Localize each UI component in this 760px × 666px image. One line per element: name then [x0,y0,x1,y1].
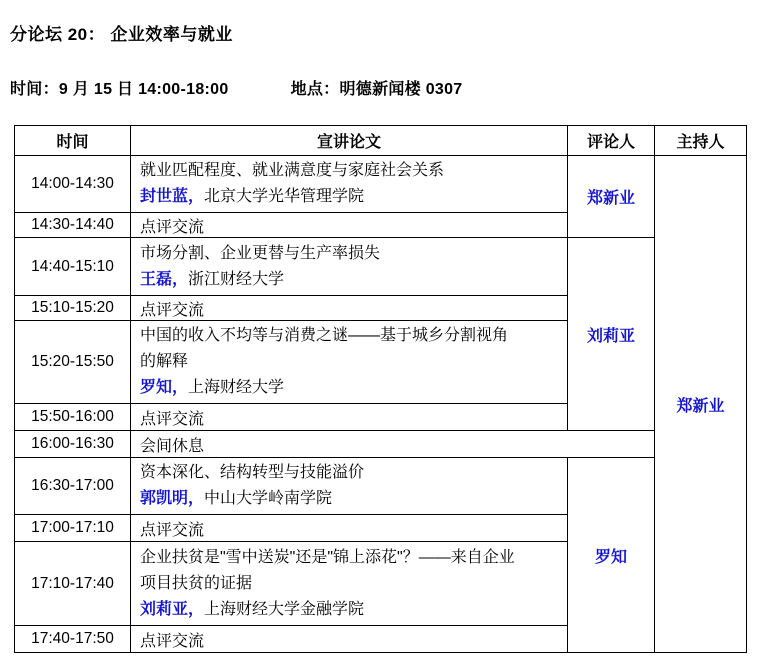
paper-affiliation: 北京大学光华管理学院 [204,188,365,205]
time-cell: 14:30-14:40 [15,213,131,238]
table-row [15,238,747,296]
time-cell: 14:00-14:30 [15,156,131,213]
host-cell: 郑新业 [655,156,747,653]
table-header-row [15,126,747,156]
paper-cell [131,156,568,213]
break-cell: 会间休息 [131,431,655,458]
session-time: 时间：9 月 15 日 14:00-18:00 [10,81,229,98]
schedule-table [14,125,747,653]
paper-affiliation: 中山大学岭南学院 [204,490,333,507]
paper-author [140,184,540,210]
time-cell: 15:20-15:50 [15,321,131,404]
paper-cell [131,238,568,296]
commentator-cell: 罗知 [568,458,655,653]
activity-cell: 点评交流 [131,404,568,431]
paper-affiliation: 上海财经大学金融学院 [204,600,365,618]
paper-cell [131,542,568,626]
paper-title: 市场分割、企业更替与生产率损失 [140,244,381,262]
paper-title: 就业匹配程度、就业满意度与家庭社会关系 [140,162,445,179]
paper-cell [131,458,568,515]
time-cell: 15:50-16:00 [15,404,131,431]
session-location: 地点：明德新闻楼 0307 [290,81,463,98]
session-info [10,76,463,99]
activity-cell: 点评交流 [131,213,568,238]
activity-cell: 点评交流 [131,515,568,542]
commentator-cell: 郑新业 [568,156,655,238]
time-cell: 17:10-17:40 [15,542,131,626]
activity-cell: 点评交流 [131,296,568,321]
activity-cell: 点评交流 [131,626,568,653]
time-cell: 14:40-15:10 [15,238,131,296]
col-header-paper: 宣讲论文 [131,126,568,156]
paper-speaker: 王磊， [140,270,189,288]
commentator-cell: 刘莉亚 [568,238,655,431]
time-cell: 16:00-16:30 [15,431,131,458]
paper-title: 资本深化、结构转型与技能溢价 [140,464,365,481]
paper-title: 中国的收入不均等与消费之谜——基于城乡分割视角的解释 [140,327,509,370]
col-header-time: 时间 [15,126,131,156]
paper-title: 企业扶贫是"雪中送炭"还是"锦上添花"？——来自企业项目扶贫的证据 [140,548,515,592]
time-cell: 17:40-17:50 [15,626,131,653]
paper-affiliation: 浙江财经大学 [188,270,285,288]
paper-speaker: 郭凯明， [140,490,205,507]
time-cell: 16:30-17:00 [15,458,131,515]
time-cell: 17:00-17:10 [15,515,131,542]
col-header-host: 主持人 [655,126,747,156]
paper-speaker: 罗知， [140,379,189,396]
paper-author [140,375,540,401]
paper-author [140,486,540,512]
paper-speaker: 封世蓝， [140,188,205,205]
page-title: 分论坛 20： 企业效率与就业 [10,25,233,44]
paper-author [140,597,540,623]
paper-cell [131,321,568,404]
time-cell: 15:10-15:20 [15,296,131,321]
paper-affiliation: 上海财经大学 [188,379,285,396]
table-row [15,431,747,458]
paper-speaker: 刘莉亚， [140,600,205,618]
table-row [15,458,747,515]
table-row [15,156,747,213]
paper-author [140,267,540,293]
col-header-commentator: 评论人 [568,126,655,156]
